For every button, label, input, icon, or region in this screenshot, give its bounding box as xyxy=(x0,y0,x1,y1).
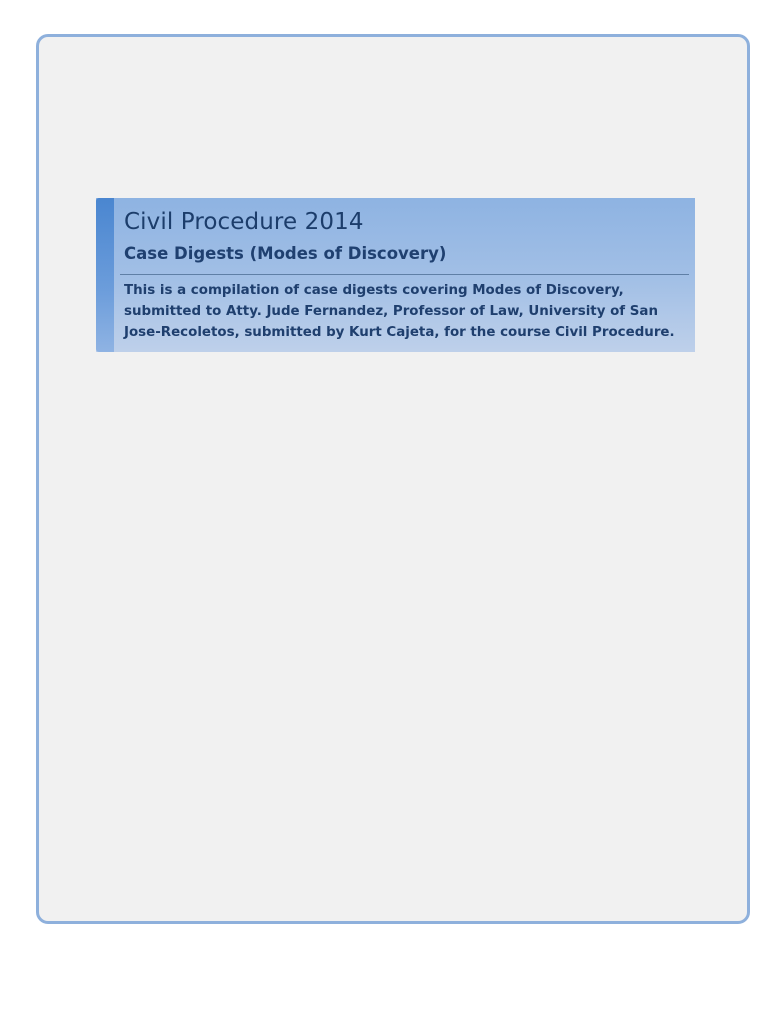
document-subtitle: Case Digests (Modes of Discovery) xyxy=(124,244,447,263)
accent-bar xyxy=(96,198,114,352)
document-page xyxy=(36,34,750,924)
title-divider xyxy=(120,274,689,275)
title-band xyxy=(96,198,695,352)
document-abstract: This is a compilation of case digests covering Modes of Discovery, submitted to Atty. Jude Fernandez, Professor of Law, University of San Jose-Recoletos, submitted by Kurt Cajeta, for the course Civil Procedure. xyxy=(124,283,675,340)
document-title: Civil Procedure 2014 xyxy=(124,209,364,235)
